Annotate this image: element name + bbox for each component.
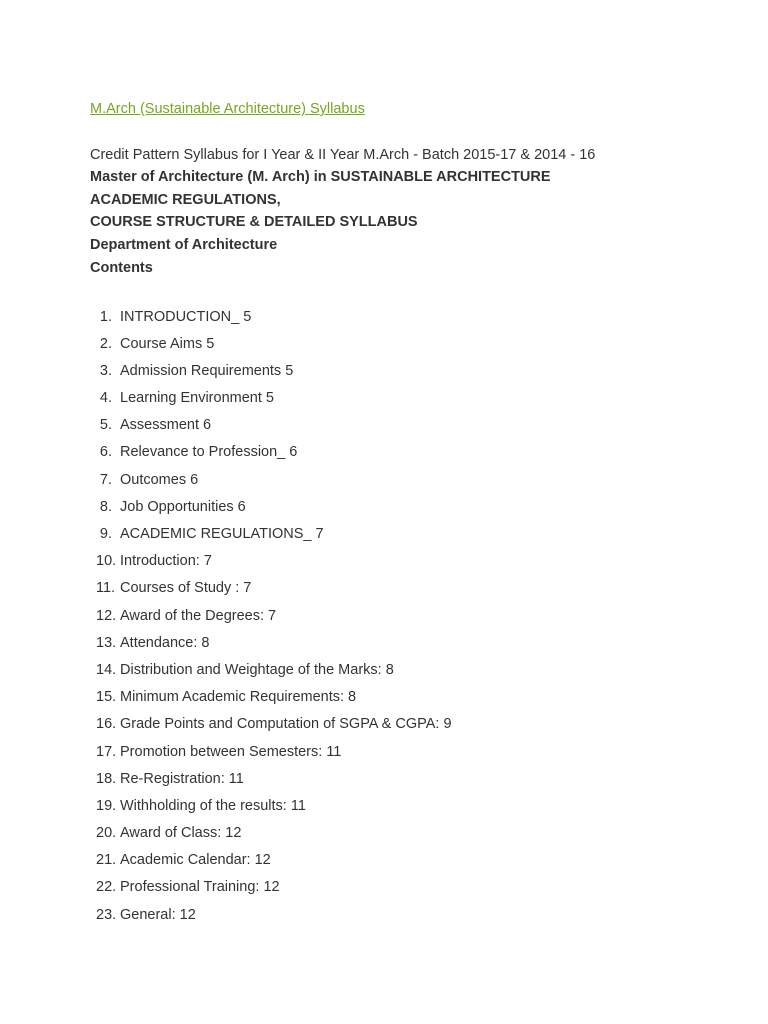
list-item-number: 5. bbox=[99, 417, 112, 434]
list-item-number: 19. bbox=[96, 797, 117, 814]
list-item-number: 20. bbox=[96, 825, 117, 842]
list-item-number: 23. bbox=[96, 906, 117, 923]
contents-list-item bbox=[90, 548, 730, 575]
contents-list-item bbox=[90, 684, 730, 711]
contents-list-item bbox=[90, 385, 730, 412]
list-item-number: 7. bbox=[99, 471, 112, 488]
list-item-text: Re-Registration: 11 bbox=[120, 770, 244, 787]
list-item-number: 6. bbox=[99, 444, 112, 461]
credit-pattern-subtitle: Credit Pattern Syllabus for I Year & II Year M.Arch - Batch 2015-17 & 2014 - 16 bbox=[90, 147, 596, 163]
contents-list-item bbox=[90, 657, 730, 684]
list-item-text: Academic Calendar: 12 bbox=[120, 852, 271, 869]
list-item-text: Admission Requirements 5 bbox=[120, 362, 294, 379]
contents-list-item bbox=[90, 521, 730, 548]
list-item-text: Assessment 6 bbox=[120, 417, 212, 434]
heading-program: Master of Architecture (M. Arch) in SUSTAINABLE ARCHITECTURE bbox=[90, 169, 551, 185]
heading-department: Department of Architecture bbox=[90, 237, 278, 254]
contents-list-item bbox=[90, 847, 730, 874]
contents-list-item bbox=[90, 902, 730, 929]
list-item-number: 12. bbox=[96, 607, 117, 624]
contents-list-item bbox=[90, 711, 730, 738]
contents-list-item bbox=[90, 820, 730, 847]
list-item-text: Outcomes 6 bbox=[120, 471, 199, 488]
list-item-text: Relevance to Profession_ 6 bbox=[120, 444, 298, 461]
contents-list-item bbox=[90, 331, 730, 358]
list-item-text: Grade Points and Computation of SGPA & CGPA: 9 bbox=[120, 716, 452, 733]
contents-list-item bbox=[90, 603, 730, 630]
document-page bbox=[90, 98, 730, 929]
list-item-number: 21. bbox=[96, 852, 117, 869]
heading-contents: Contents bbox=[90, 259, 153, 276]
heading-regulations: ACADEMIC REGULATIONS, bbox=[90, 191, 281, 208]
list-item-text: Professional Training: 12 bbox=[120, 879, 280, 896]
contents-list-item bbox=[90, 412, 730, 439]
list-item-number: 13. bbox=[96, 634, 117, 651]
list-item-text: General: 12 bbox=[120, 906, 196, 923]
list-item-text: Withholding of the results: 11 bbox=[120, 797, 306, 814]
list-item-text: Attendance: 8 bbox=[120, 634, 210, 651]
list-item-text: Distribution and Weightage of the Marks: 8 bbox=[120, 661, 394, 678]
list-item-number: 3. bbox=[99, 362, 112, 379]
list-item-text: Award of Class: 12 bbox=[120, 825, 242, 842]
list-item-text: Promotion between Semesters: 11 bbox=[120, 743, 342, 760]
heading-course-structure: COURSE STRUCTURE & DETAILED SYLLABUS bbox=[90, 214, 418, 231]
contents-list-item bbox=[90, 358, 730, 385]
contents-list-item bbox=[90, 739, 730, 766]
list-item-text: Introduction: 7 bbox=[120, 553, 212, 570]
list-item-number: 8. bbox=[99, 498, 112, 515]
list-item-number: 4. bbox=[99, 390, 112, 407]
list-item-text: Learning Environment 5 bbox=[120, 390, 274, 407]
list-item-number: 15. bbox=[96, 689, 117, 706]
contents-list-item bbox=[90, 874, 730, 901]
contents-list-item bbox=[90, 793, 730, 820]
list-item-number: 10. bbox=[96, 553, 117, 570]
syllabus-title-link[interactable]: M.Arch (Sustainable Architecture) Syllabus bbox=[90, 101, 365, 117]
contents-list-item bbox=[90, 494, 730, 521]
list-item-number: 16. bbox=[96, 716, 117, 733]
contents-list-item bbox=[90, 304, 730, 331]
list-item-number: 2. bbox=[99, 335, 112, 352]
list-item-number: 14. bbox=[96, 661, 117, 678]
contents-list-item bbox=[90, 630, 730, 657]
contents-list-item bbox=[90, 467, 730, 494]
list-item-text: ACADEMIC REGULATIONS_ 7 bbox=[120, 526, 324, 543]
list-item-text: Course Aims 5 bbox=[120, 335, 215, 352]
contents-list-item bbox=[90, 439, 730, 466]
list-item-text: Job Opportunities 6 bbox=[120, 498, 246, 515]
contents-list bbox=[90, 304, 730, 929]
contents-list-item bbox=[90, 575, 730, 602]
contents-list-item bbox=[90, 766, 730, 793]
list-item-number: 9. bbox=[99, 526, 112, 543]
document-heading-block bbox=[90, 166, 730, 280]
list-item-number: 1. bbox=[99, 308, 112, 325]
list-item-number: 17. bbox=[96, 743, 117, 760]
list-item-text: INTRODUCTION_ 5 bbox=[120, 308, 252, 325]
list-item-text: Courses of Study : 7 bbox=[120, 580, 252, 597]
list-item-number: 22. bbox=[96, 879, 117, 896]
list-item-number: 11. bbox=[96, 580, 116, 597]
list-item-text: Minimum Academic Requirements: 8 bbox=[120, 689, 357, 706]
list-item-number: 18. bbox=[96, 770, 117, 787]
list-item-text: Award of the Degrees: 7 bbox=[120, 607, 277, 624]
